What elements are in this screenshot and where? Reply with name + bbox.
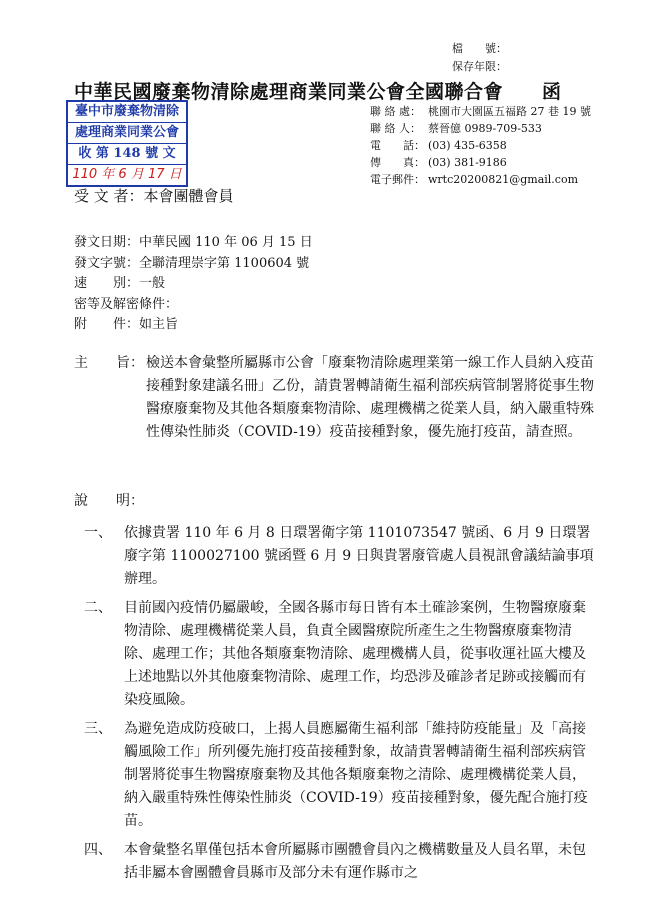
document-meta [74, 233, 313, 336]
stamp-line-1: 臺中市廢棄物清除 [68, 102, 186, 123]
explanation-list [84, 522, 594, 891]
item-number: 四、 [84, 842, 112, 858]
security-level: 密等及解密條件： [74, 296, 179, 312]
contact-block [370, 103, 591, 188]
item-text: 目前國內疫情仍屬嚴峻，全國各縣市每日皆有本土確診案例，生物醫療廢棄物清除、處理機構從業人員，負責全國醫療院所產生之生物醫療廢棄物清除、處理工作；其他各類廢棄物清除、處理機構人員，從事收運社區大樓及上述地點以外其他廢棄物清除、處理工作，均恐涉及確診者足跡或接觸而有染疫風險。 [124, 600, 586, 708]
list-item [84, 718, 594, 833]
stamp-date: 110 年 6 月 17 日 [72, 167, 182, 182]
archive-info [452, 40, 507, 76]
list-item [84, 522, 594, 591]
contact-phone: 電 話： (03) 435-6358 [370, 139, 507, 152]
explanation-heading: 說 明： [74, 493, 144, 509]
contact-address: 聯 絡 處： 桃園市大園區五福路 27 巷 19 號 [370, 105, 591, 118]
retention-label: 保存年限： [452, 60, 507, 73]
receipt-stamp [66, 100, 188, 187]
attachment-line: 附 件：如主旨 [74, 317, 179, 332]
subject-section [74, 352, 594, 444]
item-number: 三、 [84, 721, 112, 737]
document-number: 發文字號：全聯清理崇字第 1100604 號 [74, 255, 310, 271]
issue-date: 發文日期：中華民國 110 年 06 月 15 日 [74, 235, 313, 250]
contact-person: 聯 絡 人： 蔡晉億 0989-709-533 [370, 122, 542, 135]
subject-heading: 主 旨： [74, 355, 144, 371]
item-number: 二、 [84, 600, 112, 616]
list-item [84, 839, 594, 885]
item-text: 依據貴署 110 年 6 月 8 日環署衛字第 1101073547 號函、6 月 9 日環署廢字第 1100027100 號函暨 6 月 9 日與貴署廢管處人員視訊會議結論事項辦理。 [124, 525, 594, 587]
list-item [84, 597, 594, 712]
organization-title: 中華民國廢棄物清除處理商業同業公會全國聯合會 函 [74, 81, 562, 103]
stamp-line-3: 收 第 148 號 文 [68, 144, 186, 165]
stamp-line-2: 處理商業同業公會 [68, 123, 186, 144]
contact-fax: 傳 真： (03) 381-9186 [370, 156, 507, 169]
recipient-line: 受 文 者：本會團體會員 [74, 187, 234, 205]
contact-email: 電子郵件： wrtc20200821@gmail.com [370, 173, 579, 186]
speed-level: 速 別：一般 [74, 276, 166, 291]
item-number: 一、 [84, 525, 112, 541]
subject-text: 檢送本會彙整所屬縣市公會「廢棄物清除處理業第一線工作人員納入疫苗接種對象建議名冊」乙份，請貴署轉請衛生福利部疾病管制署將從事生物醫療廢棄物及其他各類廢棄物清除、處理機構之從業人員，納入嚴重特殊性傳染性肺炎（COVID-19）疫苗接種對象，優先施打疫苗，請查照。 [146, 355, 594, 440]
file-number-label: 檔 號： [452, 42, 507, 55]
item-text: 本會彙整名單僅包括本會所屬縣市團體會員內之機構數量及人員名單，未包括非屬本會團體會員縣市及部分未有運作縣市之 [124, 842, 586, 881]
item-text: 為避免造成防疫破口，上揭人員應屬衛生福利部「維持防疫能量」及「高接觸風險工作」所列優先施打疫苗接種對象，故請貴署轉請衛生福利部疾病管制署將從事生物醫療廢棄物及其他各類廢棄物之清除、處理機構從業人員，納入嚴重特殊性傳染性肺炎（COVID-19）疫苗接種對象，優先配合施打疫苗。 [124, 721, 588, 829]
